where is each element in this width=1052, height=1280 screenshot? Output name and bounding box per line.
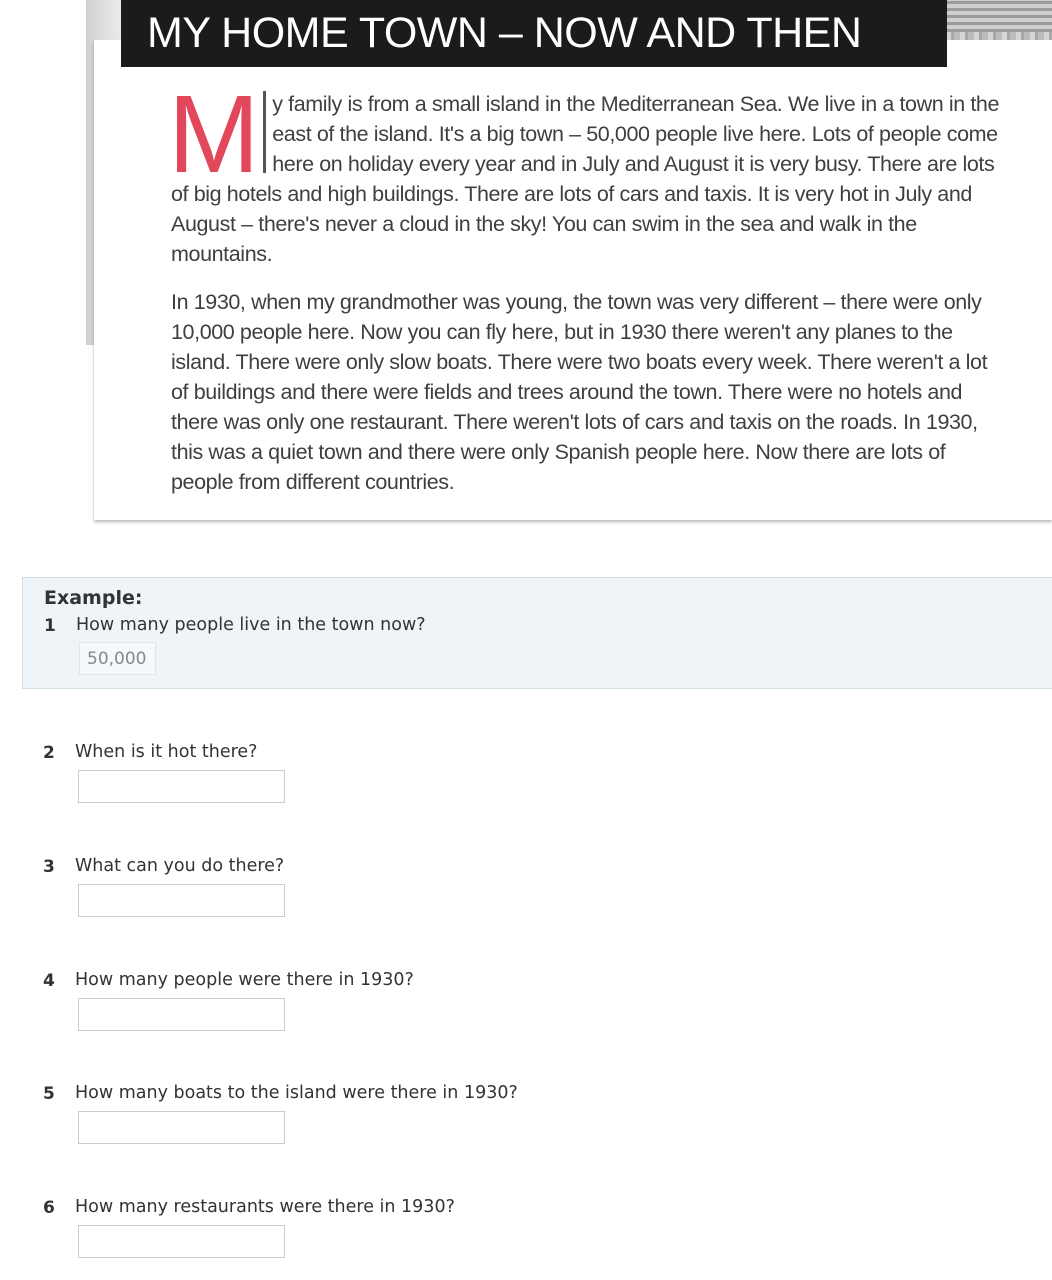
example-box [22, 577, 1052, 689]
answer-field[interactable] [78, 770, 285, 803]
question-number: 5 [43, 1084, 55, 1104]
answer-field[interactable] [78, 998, 285, 1031]
paragraph-1-text: y family is from a small island in the Mediterranean Sea. We live in a town in the east of the island. It's a big town – 50,000 people live here. Lots of people come here on holiday every year and in July and August it is very busy. There are lots of big hotels and high buildings. There are lots of cars and taxis. It is very hot in July and August – there's never a cloud in the sky! You can swim in the sea and walk in the mountains. [171, 92, 1000, 266]
answer-field[interactable] [78, 1225, 285, 1258]
question-text: How many boats to the island were there in 1930? [75, 1083, 518, 1103]
article-paragraph-2: In 1930, when my grandmother was young, the town was very different – there were only 10,000 people here. Now you can fly here, but in 1930 there weren't any planes to the island. There were only slow boats. There were two boats every week. There weren't a lot of buildings and there were fields and trees around the town. There were no hotels and there was only one restaurant. There weren't lots of cars and taxis on the roads. In 1930, this was a quiet town and there were only Spanish people here. Now there are lots of people from different countries. [171, 290, 988, 494]
answer-field[interactable] [78, 1111, 285, 1144]
question-text: How many people live in the town now? [76, 615, 426, 635]
question-number: 6 [43, 1198, 55, 1218]
question-number: 3 [43, 857, 55, 877]
example-label: Example: [44, 587, 143, 609]
question-number: 4 [43, 971, 55, 991]
drop-cap: M [168, 91, 266, 173]
answer-field[interactable] [78, 884, 285, 917]
question-text: When is it hot there? [75, 742, 258, 762]
corner-photo [944, 0, 1052, 32]
question-number: 1 [44, 616, 56, 636]
article-paragraph-1 [168, 73, 1001, 269]
example-answer-field [79, 642, 156, 675]
article-title: MY HOME TOWN – NOW AND THEN [121, 0, 947, 67]
question-text: How many people were there in 1930? [75, 970, 414, 990]
question-text: How many restaurants were there in 1930? [75, 1197, 455, 1217]
question-number: 2 [43, 743, 55, 763]
question-text: What can you do there? [75, 856, 285, 876]
